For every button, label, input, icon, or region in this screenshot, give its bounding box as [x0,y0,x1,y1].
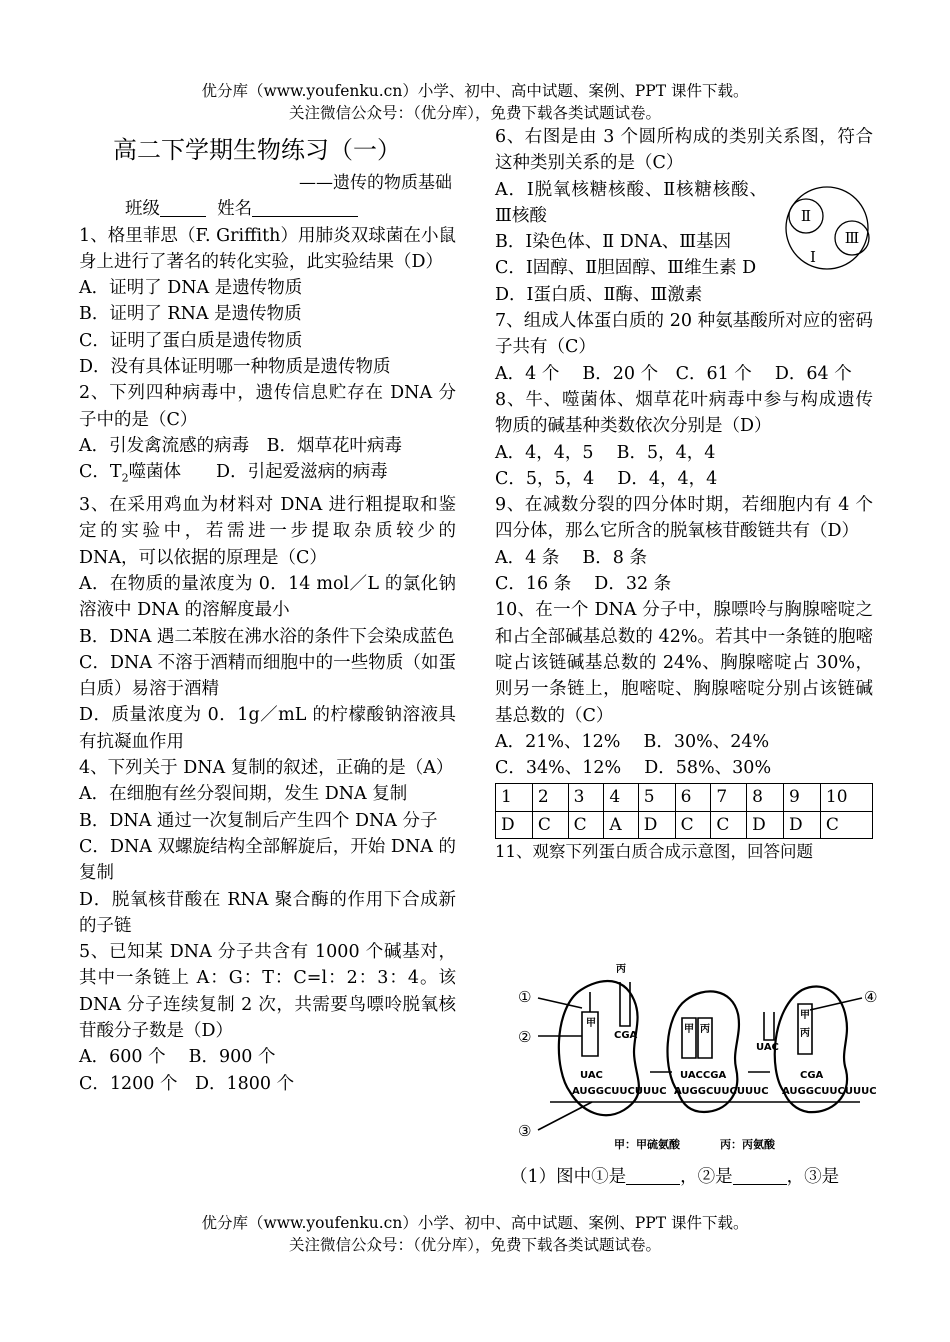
class-label: 班级 [125,199,160,220]
option: C．34%、12% D．58%、30% [495,758,772,779]
option: A．在物质的量浓度为 0．14 mol／L 的氯化钠溶液中 DNA 的溶解度最小 [79,573,456,621]
option [79,459,456,492]
header-line-1: 优分库（www.youfenku.cn）小学、初中、高中试题、案例、PPT 课件下载。 [201,82,749,100]
answer-blank-1[interactable] [626,1166,680,1185]
pointer-1 [538,998,582,1008]
option: A．4 条 B．8 条 [495,547,647,568]
table-cell: 7 [711,784,747,811]
table-cell: D [784,811,821,838]
anticodon-label: UAC [580,1070,603,1081]
question-8: 8、牛、噬菌体、烟草花叶病毒中参与构成遗传物质的碱基种类数依次分别是（D） [495,389,873,437]
question-text: ，③是 [786,1167,840,1187]
table-cell: C [568,811,604,838]
question-5: 5、已知某 DNA 分子共含有 1000 个碱基对，其中一条链上 A：G：T：C=l：2：3：4。该 DNA 分子连续复制 2 次，共需要鸟嘌呤脱氧核苷酸分子数是（D） [79,942,456,1041]
question-text: （1）图中①是 [510,1167,627,1187]
table-cell: C [820,811,872,838]
option: D．Ⅰ蛋白质、Ⅱ酶、Ⅲ激素 [495,284,703,305]
name-blank[interactable] [252,198,358,217]
table-cell: 8 [747,784,784,811]
trna-label: 甲 [586,1018,596,1029]
option: C．Ⅰ固醇、Ⅱ胆固醇、Ⅲ维生素 D [495,258,757,279]
question-9: 9、在减数分裂的四分体时期，若细胞内有 4 个四分体，那么它所含的脱氧核苷酸链共有（D） [495,495,873,542]
page-subtitle: ——遗传的物质基础 [299,173,452,193]
left-column [79,130,456,1097]
marker-1: ① [518,988,532,1006]
venn-label-iii: Ⅲ [844,229,860,247]
footer-line-2: 关注微信公众号：（优分库），免费下载各类试题试卷。 [288,1236,661,1254]
option: D．质量浓度为 0．1g／mL 的柠檬酸钠溶液具有抗凝血作用 [79,705,456,752]
question-text: ，②是 [680,1167,733,1187]
table-cell: 3 [568,784,604,811]
option: A．4 个 B．20 个 C．61 个 D．64 个 [495,363,852,384]
question-10: 10、在一个 DNA 分子中，腺嘌呤与胸腺嘧啶之和占全部碱基总数的 42%。若其中一条链的胞嘧啶占该链碱基总数的 24%、胸腺嘧啶占 30%，则另一条链上，胞嘧啶、胸腺嘧啶分别占该链碱基总数的（C） [495,600,873,726]
table-cell: 9 [784,784,821,811]
marker-4: ④ [864,988,878,1006]
question-4: 4、下列关于 DNA 复制的叙述，正确的是（A） [79,758,454,779]
option: A．Ⅰ脱氧核糖核酸、Ⅱ核糖核酸、Ⅲ核酸 [495,179,767,226]
figure-caption-right: 丙：丙氨酸 [720,1138,775,1151]
option: A．21%、12% B．30%、24% [495,731,770,752]
question-7: 7、组成人体蛋白质的 20 种氨基酸所对应的密码子共有（C） [495,311,873,358]
answer-table [495,783,873,839]
option: C．DNA 不溶于酒精而细胞中的一些物质（如蛋白质）易溶于酒精 [79,652,456,700]
trna-label: 甲 [800,1010,810,1021]
header-line-2: 关注微信公众号：（优分库），免费下载各类试题试卷。 [288,104,661,122]
anticodon-label: CGA [614,1030,638,1041]
pointer-4 [810,998,862,1010]
option: A．600 个 B．900 个 [79,1047,276,1068]
question-6: 6、右图是由 3 个圆所构成的类别关系图，符合这种类别关系的是（C） [495,127,873,174]
answer-table-answer-row [496,811,873,838]
option: C．5，5，4 D．4，4，4 [495,468,718,489]
option: B．DNA 通过一次复制后产生四个 DNA 分子 [79,810,438,831]
option: C．DNA 双螺旋结构全部解旋后，开始 DNA 的复制 [79,836,456,884]
class-name-line [79,196,456,222]
table-cell: 2 [532,784,568,811]
trna-label: 丙 [616,964,626,975]
option: B．证明了 RNA 是遗传物质 [79,304,302,325]
pointer-3 [538,1102,592,1130]
trna-bing-free [620,982,630,1026]
figure-caption-left: 甲：甲硫氨酸 [614,1138,680,1151]
anticodon-label: UAC [756,1042,779,1053]
table-cell: 4 [604,784,638,811]
name-label: 姓名 [217,199,253,220]
venn-label-ii: Ⅱ [800,207,812,225]
table-cell: A [604,811,638,838]
mrna-label: AUGGCUUCUUUC [782,1086,877,1097]
table-cell: 6 [675,784,711,811]
venn-diagram [774,186,880,270]
venn-label-i: Ⅰ [810,248,816,266]
question-3: 3、在采用鸡血为材料对 DNA 进行粗提取和鉴定的实验中，若需进一步提取杂质较少的 DNA，可以依据的原理是（C） [79,495,456,568]
table-cell: D [496,811,533,838]
page-title: 高二下学期生物练习（一） [113,136,401,164]
option: C．证明了蛋白质是遗传物质 [79,330,303,351]
option: A．4，4，5 B．5，4，4 [495,442,716,463]
question-1: 1、格里菲思（F. Griffith）用肺炎双球菌在小鼠身上进行了著名的转化实验，此实验结果（D） [79,225,456,272]
mrna-label: AUGGCUUCUUUC [674,1086,769,1097]
option: D．没有具体证明哪一种物质是遗传物质 [79,357,391,378]
header [0,80,950,124]
question-2: 2、下列四种病毒中，遗传信息贮存在 DNA 分子中的是（C） [79,383,456,430]
table-cell: 1 [496,784,533,811]
marker-2: ② [518,1028,532,1046]
option-text: 噬菌体 D．引起爱滋病的病毒 [128,462,388,483]
question-11: 11、观察下列蛋白质合成示意图，回答问题 [495,842,813,862]
table-cell: C [675,811,711,838]
anticodon-label: UACCGA [680,1070,727,1081]
mrna-label: AUGGCUUCUUUC [572,1086,667,1097]
table-cell: C [711,811,747,838]
class-blank[interactable] [160,198,206,217]
trna-label: 丙 [700,1024,710,1035]
footer-line-1: 优分库（www.youfenku.cn）小学、初中、高中试题、案例、PPT 课件下载。 [201,1214,749,1232]
footer [0,1212,950,1256]
anticodon-label: CGA [800,1070,824,1081]
trna-label: 丙 [800,1028,810,1039]
table-cell: D [747,811,784,838]
table-cell: 5 [638,784,675,811]
table-cell: C [532,811,568,838]
option: B．DNA 遇二苯胺在沸水浴的条件下会染成蓝色 [79,626,455,647]
subscript: 2 [121,471,129,485]
answer-blank-2[interactable] [733,1166,787,1185]
option: B．Ⅰ染色体、Ⅱ DNA、Ⅲ基因 [495,232,732,253]
option: C．16 条 D．32 条 [495,574,672,595]
marker-3: ③ [518,1122,532,1140]
question-11-part-1 [510,1163,890,1188]
table-cell: D [638,811,675,838]
answer-table-number-row [496,784,873,811]
option: A．在细胞有丝分裂间期，发生 DNA 复制 [79,784,408,805]
option: D．脱氧核苷酸在 RNA 聚合酶的作用下合成新的子链 [79,889,456,936]
option: A．证明了 DNA 是遗传物质 [79,278,303,299]
option: C．1200 个 D．1800 个 [79,1073,295,1094]
table-cell: 10 [820,784,872,811]
option: A．引发禽流感的病毒 B．烟草花叶病毒 [79,435,402,456]
protein-synthesis-diagram [510,952,880,1152]
option-text: C．T [79,462,122,483]
venn-outer-circle [786,187,868,269]
trna-label: 甲 [684,1024,694,1035]
trna-released [764,1012,774,1040]
